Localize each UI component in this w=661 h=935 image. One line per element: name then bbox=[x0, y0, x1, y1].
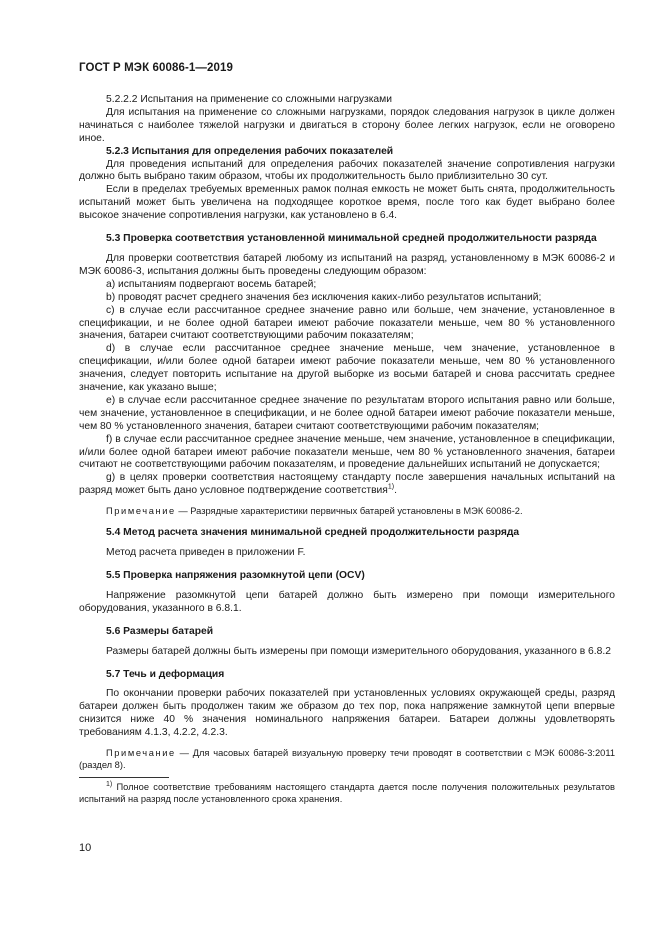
note-label: Примечание bbox=[106, 748, 176, 759]
section-57-title: 5.7 Течь и деформация bbox=[106, 668, 225, 680]
document-header: ГОСТ Р МЭК 60086-1—2019 bbox=[79, 62, 233, 74]
section-53-note bbox=[79, 505, 615, 517]
list-item: e) в случае если рассчитанное среднее значение по результатам второго испытания равно или больше, чем значение, установленное в спецификации, и не более одной батареи имеют рабочие показатели меньше, чем 80 % установленного значения, батареи считают соответствующими рабочим показателям; bbox=[79, 394, 615, 432]
footnote-mark: 1) bbox=[106, 780, 113, 788]
footnote-reference[interactable]: 1) bbox=[387, 483, 395, 491]
list-item-g: g) в целях проверки соответствия настоящему стандарту после завершения начальных испытаний на разряд может быть дано условное подтверждение соответствия$^{1)}$. bbox=[79, 472, 615, 497]
section-55-title: 5.5 Проверка напряжения разомкнутой цепи (OCV) bbox=[106, 570, 365, 581]
section-53-intro: Для проверки соответствия батарей любому из испытаний на разряд, установленному в МЭК 60086-2 и МЭК 60086-3, испытания должны быть проведены следующим образом: bbox=[79, 252, 615, 277]
section-523-paragraph-2: Если в пределах требуемых временных рамок полная емкость не может быть снята, продолжительность испытаний может быть увеличена на подходящее короткое время, после того как будет выбрано более высокое значение сопротивления нагрузки, как установлено в 6.4. bbox=[79, 184, 615, 222]
list-item-g-text: g) в целях проверки соответствия настоящему стандарту после завершения начальных испытаний на разряд может быть дано условное подтверждение соответствия bbox=[79, 472, 615, 497]
section-56-text: Размеры батарей должны быть измерены при помощи измерительного оборудования, указанного в 6.8.2 bbox=[106, 645, 611, 657]
section-53-title: 5.3 Проверка соответствия установленной минимальной средней продолжительности разряда bbox=[106, 233, 597, 245]
list-item: c) в случае если рассчитанное среднее значение равно или больше, чем значение, установленное в спецификации, и не более одной батареи имеют рабочие показатели меньше, чем 80 % установленного значения, батареи считают соответствующими рабочим показателям; bbox=[79, 304, 615, 342]
list-item: b) проводят расчет среднего значения без исключения каких-либо результатов испытаний; bbox=[106, 291, 542, 303]
note-label: Примечание bbox=[106, 506, 176, 517]
note-text: — Для часовых батарей визуальную проверку течи проводят в соответствии с МЭК 60086-3:2011 (раздел 8). bbox=[79, 748, 615, 771]
note-text: — Разрядные характеристики первичных батарей установлены в МЭК 60086-2. bbox=[175, 506, 523, 517]
footnote-divider bbox=[79, 777, 169, 778]
page-number: 10 bbox=[79, 842, 92, 854]
document-body bbox=[79, 94, 615, 805]
section-55-text: Напряжение разомкнутой цепи батарей должно быть измерено при помощи измерительного оборудования, указанного в 6.8.1. bbox=[79, 589, 615, 614]
section-5222-title: 5.2.2.2 Испытания на применение со сложными нагрузками bbox=[106, 94, 392, 105]
footnote-text: Полное соответствие требованиям настоящего стандарта дается после получения положительных результатов испытаний на разряд после установленного срока хранения. bbox=[79, 782, 615, 805]
list-item: f) в случае если рассчитанное среднее значение меньше, чем значение, установленное в спецификации, и/или более одной батареи имеют рабочие показатели меньше, чем 80 % установленного значения, батареи считают не соответствующими рабочим показателям, и проведение дальнейших испытаний не допускается; bbox=[79, 433, 615, 471]
section-57-text: По окончании проверки рабочих показателей при установленных условиях окружающей среды, разряд батареи должен быть продолжен таким же образом до тех пор, пока напряжение замкнутой цепи впервые снизится ниже 40 % значения номинального напряжения батареи. Батареи должны удовлетворять требованиям 4.1.3, 4.2.2, 4.2.3. bbox=[79, 688, 615, 739]
section-56-title: 5.6 Размеры батарей bbox=[106, 625, 214, 637]
section-5222-text: Для испытания на применение со сложными нагрузками, порядок следования нагрузок в цикле должен начинаться с наиболее тяжелой нагрузки и двигаться в сторону более легких нагрузок, если не оговорено иное. bbox=[79, 106, 615, 144]
section-523-title: 5.2.3 Испытания для определения рабочих показателей bbox=[106, 145, 394, 157]
list-item: d) в случае если рассчитанное среднее значение меньше, чем значение, установленное в спецификации, и/или более одной батареи имеют рабочие показатели меньше, чем 80 % установленного значения, следует повторить испытание на другой выборке из восьми батарей и снова рассчитать среднее значение, как указано выше; bbox=[79, 343, 615, 394]
section-523-paragraph-1: Для проведения испытаний для определения рабочих показателей значение сопротивления нагрузки должно быть выбрано таким образом, чтобы их продолжительность было приблизительно 30 сут. bbox=[79, 158, 615, 183]
list-item: a) испытаниям подвергают восемь батарей; bbox=[106, 278, 317, 290]
section-54-text: Метод расчета приведен в приложении F. bbox=[106, 547, 306, 559]
section-57-note bbox=[79, 747, 615, 771]
section-54-title: 5.4 Метод расчета значения минимальной средней продолжительности разряда bbox=[106, 527, 520, 539]
footnote bbox=[79, 781, 615, 805]
